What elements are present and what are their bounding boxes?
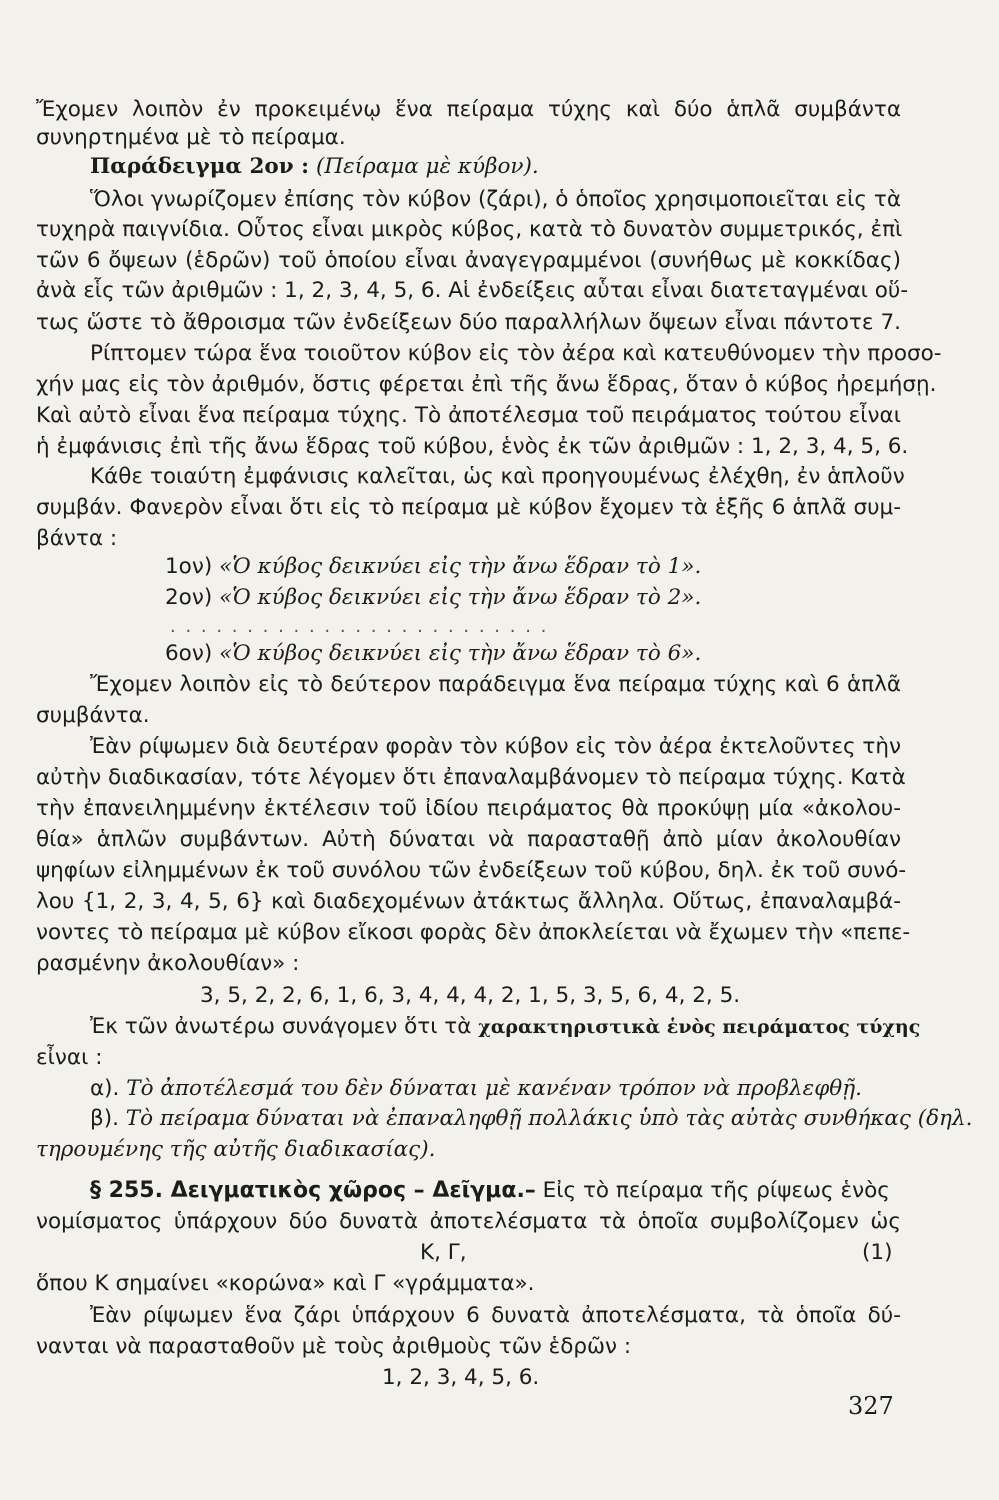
text-line: Ὅλοι γνωρίζομεν ἐπίσης τὸν κύβον (ζάρι), ὁ ὁποῖος χρησιμοποιεῖται εἰς τὰ [90, 187, 901, 212]
text-line: ψηφίων εἰλημμένων ἐκ τοῦ συνόλου τῶν ἐνδείξεων τοῦ κύβου, δηλ. ἐκ τοῦ συνό- [36, 858, 907, 883]
text-line: τὴν ἐπανειλημμένην ἐκτέλεσιν τοῦ ἰδίου πειράματος θὰ προκύψῃ μία «ἀκολου- [36, 796, 901, 821]
text-span: Εἰς τὸ πείραμα τῆς ρίψεως ἑνὸς [542, 1178, 890, 1203]
text-line: νοντες τὸ πείραμα μὲ κύβον εἴκοσι φορὰς δὲν ἀποκλείεται νὰ ἔχωμεν τὴν «πεπε- [36, 920, 911, 945]
text-line: Ἐὰν ρίψωμεν διὰ δευτέραν φορὰν τὸν κύβον εἰς τὸν ἀέρα ἐκτελοῦντες τὴν [90, 734, 901, 759]
text-line: ρασμένην ἀκολουθίαν» : [36, 951, 300, 976]
event-number: 1ον) [165, 554, 213, 579]
text-line: ὅπου Κ σημαίνει «κορώνα» καὶ Γ «γράμματα». [36, 1271, 535, 1296]
characteristic-item [90, 1105, 972, 1133]
text-line: εἶναι : [36, 1045, 103, 1070]
symbols: Κ, Γ, [420, 1240, 467, 1265]
text-line [90, 1013, 920, 1041]
event-item [165, 553, 701, 581]
faces-list: 1, 2, 3, 4, 5, 6. [382, 1365, 540, 1390]
text-line: ἀνὰ εἷς τῶν ἀριθμῶν : 1, 2, 3, 4, 5, 6. Αἱ ἐνδείξεις αὗται εἶναι διατεταγμέναι οὕ- [36, 278, 909, 303]
text-line: Κάθε τοιαύτη ἐμφάνισις καλεῖται, ὡς καὶ προηγουμένως ἐλέχθη, ἐν ἁπλοῦν [90, 464, 905, 489]
text-line: χήν μας εἰς τὸν ἀριθμόν, ὅστις φέρεται ἐπὶ τῆς ἄνω ἕδρας, ὅταν ὁ κύβος ἠρεμήσῃ. [36, 372, 937, 397]
text-line: νομίσματος ὑπάρχουν δύο δυνατὰ ἀποτελέσματα τὰ ὁποῖα συμβολίζομεν ὡς [36, 1209, 901, 1234]
page-number: 327 [848, 1392, 894, 1420]
text-line: Ἔχομεν λοιπὸν ἐν προκειμένῳ ἕνα πείραμα τύχης καὶ δύο ἁπλᾶ συμβάντα [36, 97, 901, 122]
section-heading-line [90, 1177, 890, 1205]
item-label: α). [90, 1076, 120, 1101]
event-number: 6ον) [165, 641, 213, 666]
section-title: § 255. Δειγματικὸς χῶρος – Δεῖγμα.– [90, 1178, 536, 1203]
event-text: «Ὁ κύβος δεικνύει εἰς τὴν ἄνω ἕδραν τὸ 6». [219, 641, 702, 666]
equation-number: (1) [862, 1240, 893, 1265]
text-line: Καὶ αὐτὸ εἶναι ἕνα πείραμα τύχης. Τὸ ἀποτέλεσμα τοῦ πειράματος τούτου εἶναι [36, 403, 901, 428]
event-number: 2ον) [165, 585, 213, 610]
event-item [165, 640, 701, 668]
event-text: «Ὁ κύβος δεικνύει εἰς τὴν ἄνω ἕδραν τὸ 1». [219, 554, 702, 579]
text-line: νανται νὰ παρασταθοῦν μὲ τοὺς ἀριθμοὺς τῶν ἑδρῶν : [36, 1334, 632, 1359]
example-heading [90, 153, 539, 181]
text-line: Ρίπτομεν τώρα ἕνα τοιοῦτον κύβον εἰς τὸν ἀέρα καὶ κατευθύνομεν τὴν προσο- [90, 341, 942, 366]
text-line: ἡ ἐμφάνισις ἐπὶ τῆς ἄνω ἕδρας τοῦ κύβου, ἑνὸς ἐκ τῶν ἀριθμῶν : 1, 2, 3, 4, 5, 6. [36, 434, 909, 459]
item-label: β). [90, 1106, 119, 1131]
text-line: συμβάν. Φανερὸν εἶναι ὅτι εἰς τὸ πείραμα μὲ κύβον ἔχομεν τὰ ἑξῆς 6 ἁπλᾶ συμ- [36, 495, 901, 520]
ellipsis-dots: . . . . . . . . . . . . . . . . . . . . . . . . . [170, 616, 549, 637]
text-line: τῶν 6 ὄψεων (ἑδρῶν) τοῦ ὁποίου εἶναι ἀναγεγραμμένοι (συνήθως μὲ κοκκίδας) [36, 248, 901, 273]
event-item [165, 584, 701, 612]
text-line: συμβάντα. [36, 703, 150, 728]
text-line: τηρουμένης τῆς αὐτῆς διαδικασίας). [36, 1137, 436, 1162]
text-line: αὐτὴν διαδικασίαν, τότε λέγομεν ὅτι ἐπαναλαμβάνομεν τὸ πείραμα τύχης. Κατὰ [36, 765, 906, 790]
text-line: θία» ἁπλῶν συμβάντων. Αὐτὴ δύναται νὰ παρασταθῇ ἀπὸ μίαν ἀκολουθίαν [36, 827, 901, 852]
text-line: λου {1, 2, 3, 4, 5, 6} καὶ διαδεχομένων ἀτάκτως ἄλληλα. Οὕτως, ἐπαναλαμβά- [36, 889, 901, 914]
item-text: Τὸ ἀποτέλεσμά του δὲν δύναται μὲ κανέναν τρόπον νὰ προβλεφθῇ. [126, 1076, 862, 1101]
example-label: Παράδειγμα 2ον : [90, 154, 310, 179]
text-line: τυχηρὰ παιγνίδια. Οὗτος εἶναι μικρὸς κύβος, κατὰ τὸ δυνατὸν συμμετρικός, ἐπὶ [36, 217, 903, 242]
text-line: Ἔχομεν λοιπὸν εἰς τὸ δεύτερον παράδειγμα ἕνα πείραμα τύχης καὶ 6 ἁπλᾶ [90, 672, 901, 697]
text-line: Ἐὰν ρίψωμεν ἕνα ζάρι ὑπάρχουν 6 δυνατὰ ἀποτελέσματα, τὰ ὁποῖα δύ- [90, 1303, 901, 1328]
example-title: (Πείραμα μὲ κύβον). [315, 154, 539, 179]
characteristic-item [90, 1075, 862, 1103]
text-line: βάντα : [36, 526, 118, 551]
text-line: τως ὥστε τὸ ἄθροισμα τῶν ἐνδείξεων δύο παραλλήλων ὄψεων εἶναι πάντοτε 7. [36, 310, 901, 335]
text-line: συνηρτημένα μὲ τὸ πείραμα. [36, 125, 346, 150]
event-text: «Ὁ κύβος δεικνύει εἰς τὴν ἄνω ἕδραν τὸ 2». [219, 585, 702, 610]
sequence-line: 3, 5, 2, 2, 6, 1, 6, 3, 4, 4, 4, 2, 1, 5, 3, 5, 6, 4, 2, 5. [200, 983, 741, 1008]
item-text: Τὸ πείραμα δύναται νὰ ἐπαναληφθῇ πολλάκις ὑπὸ τὰς αὐτὰς συνθήκας (δηλ. [125, 1106, 973, 1131]
text-span: Ἐκ τῶν ἀνωτέρω συνάγομεν ὅτι τὰ [90, 1014, 472, 1039]
emphasis-text: χαρακτηριστικὰ ἑνὸς πειράματος τύχης [478, 1016, 921, 1038]
